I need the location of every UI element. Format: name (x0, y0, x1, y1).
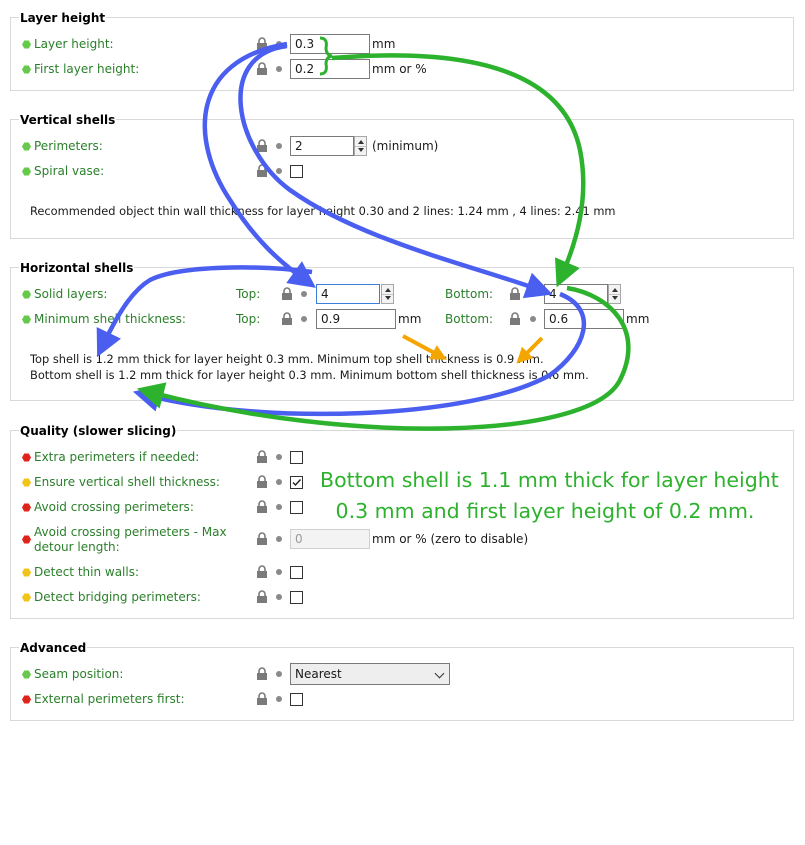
lock-icon[interactable] (256, 62, 268, 76)
first-layer-height-label: First layer height: (34, 62, 140, 76)
detect-bridging-label: Detect bridging perimeters: (34, 590, 201, 604)
modified-dot-icon[interactable] (276, 594, 282, 600)
avoid-crossing-max-unit: mm or % (zero to disable) (372, 532, 529, 546)
lock-icon[interactable] (509, 287, 521, 301)
min-top-shell-input[interactable]: 0.9 (316, 309, 396, 329)
bottom-solid-layers-input[interactable]: 4 (544, 284, 608, 304)
bottom-solid-layers-spinner[interactable] (608, 284, 621, 304)
min-shell-top-label: Top: (236, 312, 261, 326)
lock-icon[interactable] (256, 37, 268, 51)
bottom-shell-info: Bottom shell is 1.2 mm thick for layer height 0.3 mm. Minimum bottom shell thickness is 0.6 mm. (30, 368, 589, 382)
quality-title: Quality (slower slicing) (20, 424, 177, 438)
avoid-crossing-max-label-line1: Avoid crossing perimeters - Max (34, 525, 227, 539)
layer-height-input[interactable]: 0.3 (290, 34, 370, 54)
vertical-shells-title: Vertical shells (20, 113, 116, 127)
lock-icon[interactable] (256, 590, 268, 604)
lock-icon[interactable] (256, 532, 268, 546)
avoid-crossing-checkbox[interactable] (290, 501, 303, 514)
extra-perimeters-checkbox[interactable] (290, 451, 303, 464)
external-perimeters-first-label: External perimeters first: (34, 692, 185, 706)
modified-dot-icon[interactable] (301, 316, 307, 322)
perimeters-label: Perimeters: (34, 139, 103, 153)
modified-dot-icon[interactable] (276, 479, 282, 485)
external-perimeters-first-checkbox[interactable] (290, 693, 303, 706)
extra-perimeters-label: Extra perimeters if needed: (34, 450, 200, 464)
min-shell-bottom-label: Bottom: (445, 312, 494, 326)
modified-dot-icon[interactable] (276, 504, 282, 510)
modified-dot-icon[interactable] (301, 291, 307, 297)
horizontal-shells-title: Horizontal shells (20, 261, 134, 275)
ensure-vertical-label: Ensure vertical shell thickness: (34, 475, 220, 489)
min-bottom-shell-input[interactable]: 0.6 (544, 309, 624, 329)
first-layer-height-unit: mm or % (372, 62, 427, 76)
modified-dot-icon[interactable] (276, 66, 282, 72)
modified-dot-icon[interactable] (276, 143, 282, 149)
checkmark-icon (291, 477, 302, 488)
modified-dot-icon[interactable] (276, 168, 282, 174)
spiral-vase-label: Spiral vase: (34, 164, 105, 178)
min-shell-thickness-label: Minimum shell thickness: (34, 312, 186, 326)
modified-dot-icon[interactable] (276, 454, 282, 460)
lock-icon[interactable] (256, 692, 268, 706)
perimeters-spinner[interactable] (354, 136, 367, 156)
modified-dot-icon[interactable] (530, 291, 536, 297)
vertical-shells-group (10, 113, 794, 239)
detect-bridging-checkbox[interactable] (290, 591, 303, 604)
modified-dot-icon[interactable] (276, 41, 282, 47)
top-solid-layers-spinner[interactable] (381, 284, 394, 304)
lock-icon[interactable] (256, 565, 268, 579)
ensure-vertical-checkbox[interactable] (290, 476, 303, 489)
seam-position-select[interactable] (290, 663, 450, 685)
modified-dot-icon[interactable] (276, 696, 282, 702)
avoid-crossing-max-input[interactable]: 0 (290, 529, 370, 549)
modified-dot-icon[interactable] (276, 569, 282, 575)
modified-dot-icon[interactable] (276, 671, 282, 677)
detect-thin-walls-label: Detect thin walls: (34, 565, 140, 579)
lock-icon[interactable] (256, 450, 268, 464)
first-layer-height-input[interactable]: 0.2 (290, 59, 370, 79)
lock-icon[interactable] (256, 139, 268, 153)
lock-icon[interactable] (281, 287, 293, 301)
layer-height-label: Layer height: (34, 37, 114, 51)
layer-height-title: Layer height (20, 11, 106, 25)
perimeters-unit: (minimum) (372, 139, 439, 153)
lock-icon[interactable] (256, 475, 268, 489)
modified-dot-icon[interactable] (530, 316, 536, 322)
seam-position-value: Nearest (295, 667, 342, 681)
layer-height-group (10, 11, 794, 91)
advanced-title: Advanced (20, 641, 87, 655)
solid-layers-label: Solid layers: (34, 287, 108, 301)
lock-icon[interactable] (509, 312, 521, 326)
perimeters-input[interactable]: 2 (290, 136, 354, 156)
min-bottom-shell-unit: mm (626, 312, 650, 326)
lock-icon[interactable] (256, 500, 268, 514)
annotation-text-line1: Bottom shell is 1.1 mm thick for layer height (320, 468, 779, 492)
min-top-shell-unit: mm (398, 312, 422, 326)
solid-layers-bottom-label: Bottom: (445, 287, 494, 301)
detect-thin-walls-checkbox[interactable] (290, 566, 303, 579)
top-solid-layers-input[interactable]: 4 (316, 284, 380, 304)
layer-height-unit: mm (372, 37, 396, 51)
avoid-crossing-max-label-line2: detour length: (34, 540, 120, 554)
thin-wall-info: Recommended object thin wall thickness for layer height 0.30 and 2 lines: 1.24 mm , 4 lines: 2.41 mm (30, 204, 616, 218)
lock-icon[interactable] (281, 312, 293, 326)
spiral-vase-checkbox[interactable] (290, 165, 303, 178)
seam-position-label: Seam position: (34, 667, 124, 681)
lock-icon[interactable] (256, 667, 268, 681)
solid-layers-top-label: Top: (236, 287, 261, 301)
modified-dot-icon[interactable] (276, 536, 282, 542)
top-shell-info: Top shell is 1.2 mm thick for layer height 0.3 mm. Minimum top shell thickness is 0.9 mm. (30, 352, 544, 366)
avoid-crossing-label: Avoid crossing perimeters: (34, 500, 194, 514)
chevron-down-icon (435, 669, 445, 679)
lock-icon[interactable] (256, 164, 268, 178)
annotation-text-line2: 0.3 mm and first layer height of 0.2 mm. (335, 499, 755, 523)
